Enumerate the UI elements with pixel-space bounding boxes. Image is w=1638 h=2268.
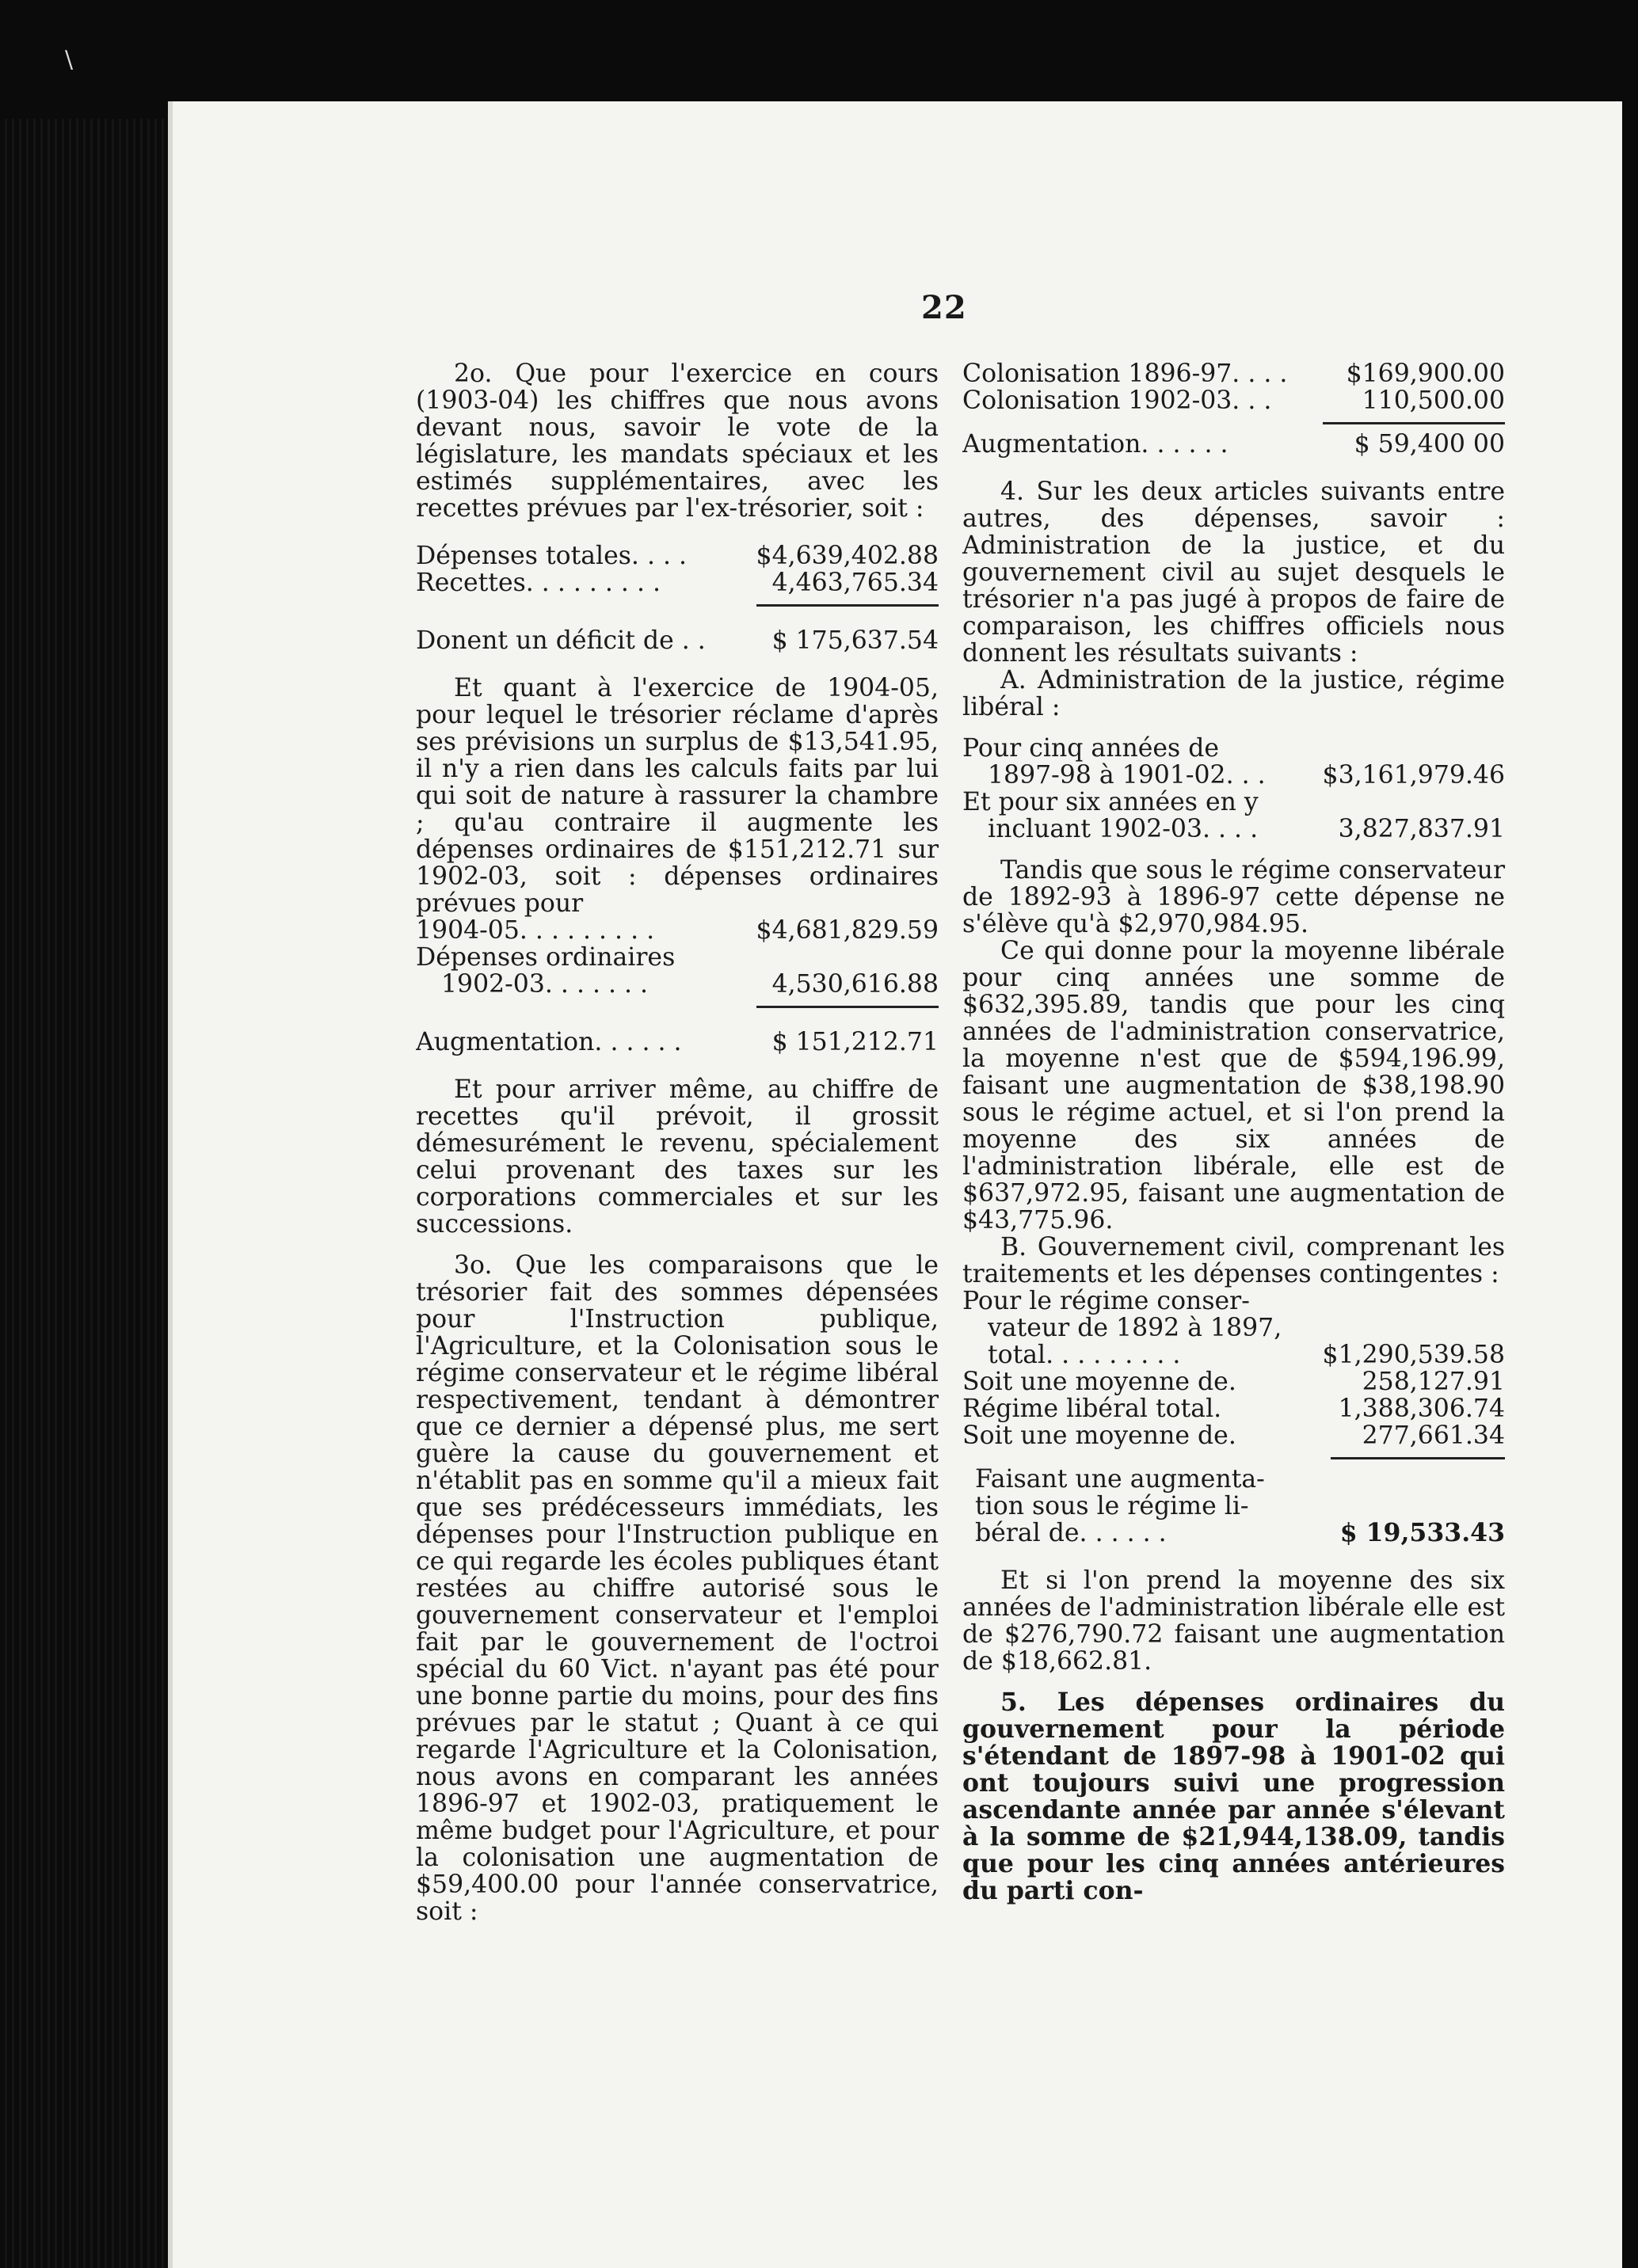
paragraph-B: B. Gouvernement civil, comprenant les traitements et les dépenses contingentes : [962, 1233, 1505, 1288]
sum-rule [1323, 422, 1505, 424]
paragraph-4: 4. Sur les deux articles suivants entre autres, des dépenses, savoir : Administration de la justice, et du gouvernement civil au sujet desquels le trésorier n'a pas jugé à propos de faire de comparaison, les chiffres officiels nous donnent les résultats suivants : [962, 478, 1505, 668]
table-total: Augmentation. . . . . . $ 151,212.71 [416, 1028, 939, 1056]
table-row: Et pour six années en y [962, 789, 1259, 816]
paragraph-1904-05: Et quant à l'exercice de 1904-05, pour lequel le trésorier réclame d'après ses prévisions un surplus de $13,541.95, il n'y a rien dans les calculs faits par lui qui soit de nature à rassurer la chambre ; qu'au contraire il augmente les dépenses ordinaires de $151,212.71 sur 1902-03, soit : dépenses ordinaires prévues pour [416, 674, 939, 918]
scan-speck: \ [65, 46, 74, 74]
paragraph-moyenne: Ce qui donne pour la moyenne libérale pour cinq années une somme de $632,395.89, tandis que pour les cinq années de l'administration conservatrice, la moyenne n'est que de $594,196.99, faisant une augmentation de $38,198.90 sous le régime actuel, et si l'on prend la moyenne des six années de l'administration libérale, elle est de $637,972.95, faisant une augmentation de $43,775.96. [962, 937, 1505, 1235]
table-row: Régime libéral total. 1,388,306.74 [962, 1395, 1505, 1423]
table-row: Dépenses ordinaires [416, 944, 676, 971]
table-row: incluant 1902-03. . . . 3,827,837.91 [988, 815, 1505, 843]
table-total: Augmentation. . . . . . $ 59,400 00 [962, 430, 1505, 459]
table-colonisation [962, 360, 1505, 458]
table-augmentation [416, 917, 939, 1056]
paragraph-5: 5. Les dépenses ordinaires du gouvernement pour la période s'étendant de 1897-98 à 1901-02 qui ont toujours suivi une progression ascendante année par année s'élevant à la somme de $21,944,138.09, tandis que pour les cinq années antérieures du parti con- [962, 1688, 1505, 1905]
table-row: Colonisation 1902-03. . . 110,500.00 [962, 386, 1505, 415]
paragraph-A: A. Administration de la justice, régime libéral : [962, 666, 1505, 721]
table-total: Faisant une augmenta- tion sous le régime li- béral de. . . . . . $ 19,533.43 [975, 1465, 1505, 1547]
table-row: total. . . . . . . . . $1,290,539.58 [988, 1341, 1505, 1369]
table-row: Soit une moyenne de. 277,661.34 [962, 1421, 1505, 1450]
paragraph-2o: 2o. Que pour l'exercice en cours (1903-04) les chiffres que nous avons devant nous, savoir le vote de la législature, les mandats spéciaux et les estimés supplémentaires, avec les recettes prévues par l'ex-trésorier, soit : [416, 360, 939, 523]
table-justice [962, 735, 1505, 843]
page-number: 22 [921, 289, 967, 326]
table-gouvernement-civil [962, 1288, 1505, 1547]
table-row: Soit une moyenne de. 258,127.91 [962, 1368, 1505, 1396]
paragraph-tandis: Tandis que sous le régime conservateur de 1892-93 à 1896-97 cette dépense ne s'élève qu'à $2,970,984.95. [962, 856, 1505, 938]
table-row: Pour le régime conser- [962, 1288, 1250, 1315]
scan-border [0, 119, 173, 2268]
table-row: Recettes. . . . . . . . . 4,463,765.34 [416, 569, 939, 597]
table-row: Colonisation 1896-97. . . . $169,900.00 [962, 360, 1505, 388]
sum-rule [756, 604, 939, 607]
table-total: Donent un déficit de . . $ 175,637.54 [416, 626, 939, 655]
right-column [962, 360, 1505, 1905]
table-row: 1897-98 à 1901-02. . . $3,161,979.46 [988, 761, 1505, 790]
table-row: Dépenses totales. . . . $4,639,402.88 [416, 542, 939, 570]
table-row: 1904-05. . . . . . . . . $4,681,829.59 [416, 916, 939, 945]
left-column [416, 360, 939, 1925]
paragraph-3o: 3o. Que les comparaisons que le trésorier fait des sommes dépensées pour l'Instruction publique, l'Agriculture, et la Colonisation sous le régime conservateur et le régime libéral respectivement, tendant à démontrer que ce dernier a dépensé plus, me sert guère la cause du gouvernement et n'établit pas en somme qu'il a mieux fait que ses prédécesseurs immédiats, les dépenses pour l'Instruction publique en ce qui regarde les écoles publiques étant restées au chiffre autorisé sous le gouvernement conservateur et l'emploi fait par le gouvernement de l'octroi spécial du 60 Vict. n'ayant pas été pour une bonne partie du moins, pour des fins prévues par le statut ; Quant à ce qui regarde l'Agriculture et la Colonisation, nous avons en comparant les années 1896-97 et 1902-03, pratiquement le même budget pour l'Agriculture, et pour la colonisation une augmentation de $59,400.00 pour l'année conservatrice, soit : [416, 1251, 939, 1926]
sum-rule [1331, 1457, 1505, 1459]
table-row: 1902-03. . . . . . . 4,530,616.88 [441, 970, 939, 999]
paragraph-six-annees: Et si l'on prend la moyenne des six années de l'administration libérale elle est de $276,790.72 faisant une augmentation de $18,662.81. [962, 1566, 1505, 1676]
table-row: Pour cinq années de [962, 735, 1220, 762]
sum-rule [756, 1006, 939, 1008]
table-deficit [416, 542, 939, 654]
paragraph-recettes: Et pour arriver même, au chiffre de recettes qu'il prévoit, il grossit démesurément le revenu, spécialement celui provenant des taxes sur les corporations commerciales et sur les successions. [416, 1075, 939, 1239]
table-row: vateur de 1892 à 1897, [988, 1315, 1282, 1341]
